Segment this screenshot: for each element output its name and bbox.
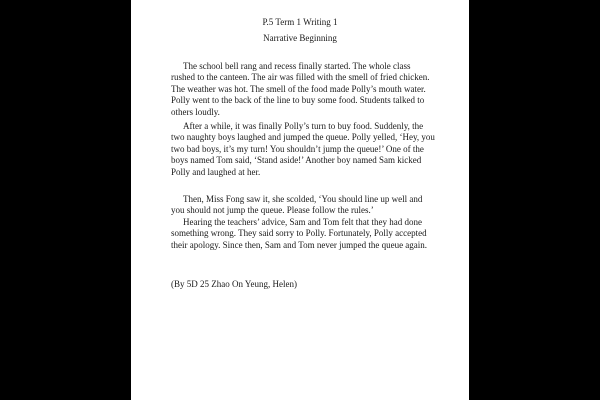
paragraph-4: Hearing the teachers’ advice, Sam and Tom felt that they had done something wrong. They said sorry to Polly. Fortunately, Polly accepted their apology. Since then, Sam and Tom never jumped the queue again. — [171, 217, 428, 250]
paragraph-1: The school bell rang and recess finally started. The whole class rushed to the canteen. The air was filled with the smell of fried chicken. The weather was hot. The smell of the food made Polly’s mouth water. Polly went to the back of the line to buy some food. Students talked to others loudly. — [171, 61, 430, 117]
paragraph-3: Then, Miss Fong saw it, she scolded, ‘You should line up well and you should not jump the queue. Please follow the rules.’ — [171, 194, 423, 216]
paragraph-2: After a while, it was finally Polly’s turn to buy food. Suddenly, the two naughty boys laughed and jumped the queue. Polly yelled, ‘Hey, you two bad boys, it’s my turn! You shouldn’t jump the queue!’ One of the boys named Tom said, ‘Stand aside!’ Another boy named Sam kicked Polly and laughed at her. — [171, 121, 435, 177]
document-subtitle: Narrative Beginning — [263, 33, 337, 43]
author-byline: (By 5D 25 Zhao On Yeung, Helen) — [171, 279, 297, 289]
document-title: P.5 Term 1 Writing 1 — [262, 17, 338, 27]
document-page — [131, 0, 469, 400]
